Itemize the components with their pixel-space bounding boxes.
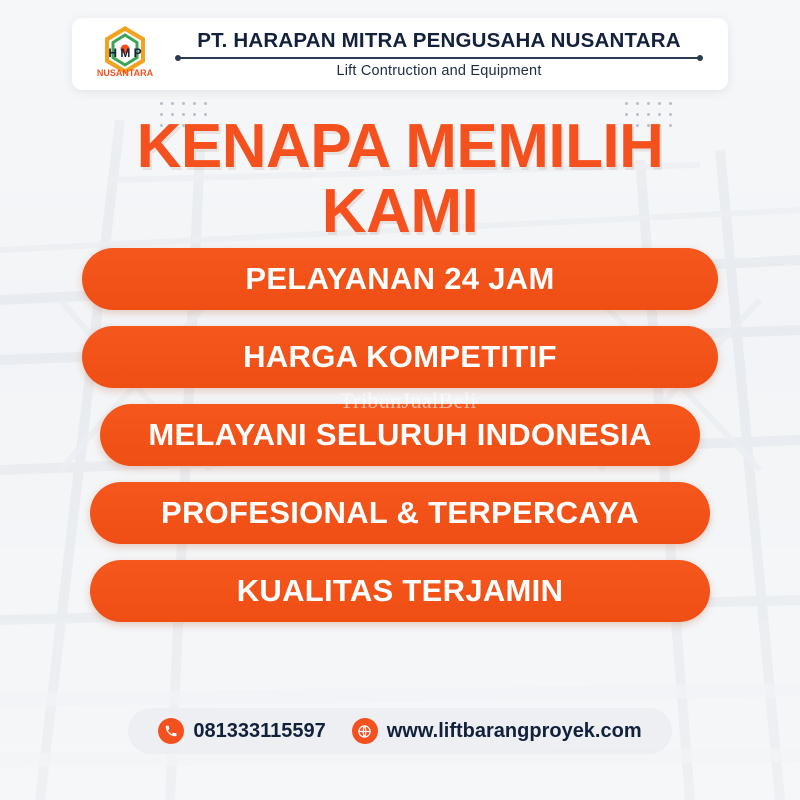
phone-number: 081333115597 (193, 719, 326, 742)
globe-icon (352, 718, 378, 744)
benefit-pill: MELAYANI SELURUH INDONESIA (100, 404, 700, 466)
company-tagline: Lift Contruction and Equipment (336, 63, 542, 79)
hmp-nusantara-logo-icon (82, 24, 168, 84)
headline-line-2: KAMI (321, 176, 479, 246)
phone-contact[interactable] (158, 718, 325, 744)
website-url: www.liftbarangproyek.com (386, 719, 642, 742)
website-contact[interactable] (352, 718, 642, 744)
benefit-pill: PELAYANAN 24 JAM (82, 248, 718, 310)
header-card (72, 18, 728, 90)
benefit-pill: PROFESIONAL & TERPERCAYA (90, 482, 710, 544)
contact-footer (128, 708, 672, 754)
benefits-list (0, 248, 800, 638)
headline-line-1: KENAPA MEMILIH (136, 112, 664, 181)
phone-icon (158, 718, 184, 744)
headline (0, 112, 800, 246)
benefit-pill: KUALITAS TERJAMIN (90, 560, 710, 622)
header-text-block (168, 29, 718, 79)
header-divider (179, 57, 699, 59)
watermark: TribunJualBeli (340, 388, 477, 413)
benefit-pill: HARGA KOMPETITIF (82, 326, 718, 388)
svg-text:H M P: H M P (108, 46, 142, 60)
svg-text:NUSANTARA: NUSANTARA (96, 68, 154, 78)
company-name: PT. HARAPAN MITRA PENGUSAHA NUSANTARA (197, 29, 681, 52)
